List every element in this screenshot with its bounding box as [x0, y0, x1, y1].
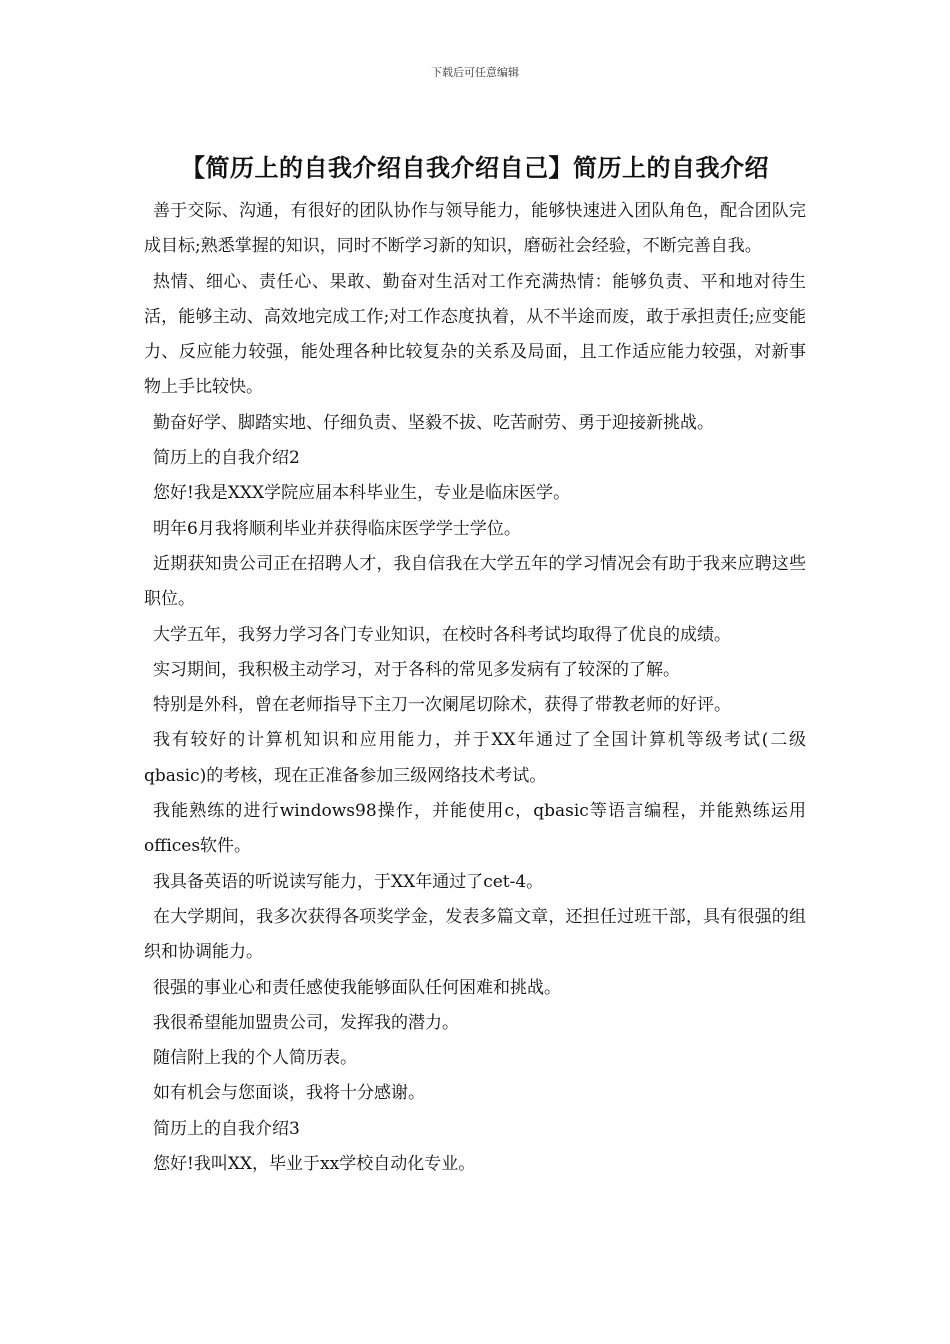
paragraph: 特别是外科，曾在老师指导下主刀一次阑尾切除术，获得了带教老师的好评。 [153, 695, 731, 716]
paragraph: 我具备英语的听说读写能力，于XX年通过了cet-4。 [153, 871, 544, 892]
section-heading: 简历上的自我介绍2 [153, 448, 300, 469]
document-body [144, 194, 806, 1182]
paragraph: 很强的事业心和责任感使我能够面队任何困难和挑战。 [153, 977, 561, 998]
paragraph: 我很希望能加盟贵公司，发挥我的潜力。 [153, 1012, 459, 1033]
document-title: 【简历上的自我介绍自我介绍自己】简历上的自我介绍 [181, 154, 769, 182]
paragraph: 实习期间，我积极主动学习，对于各科的常见多发病有了较深的了解。 [153, 659, 680, 680]
paragraph: 热情、细心、责任心、果敢、勤奋对生活对工作充满热情：能够负责、平和地对待生活，能够主动、高效地完成工作;对工作态度执着，从不半途而废，敢于承担责任;应变能力、反应能力较强，能处理各种比较复杂的关系及局面，且工作适应能力较强，对新事物上手比较快。 [144, 271, 806, 398]
paragraph: 您好!我叫XX，毕业于xx学校自动化专业。 [153, 1154, 476, 1175]
paragraph: 善于交际、沟通，有很好的团队协作与领导能力，能够快速进入团队角色，配合团队完成目标;熟悉掌握的知识，同时不断学习新的知识，磨砺社会经验，不断完善自我。 [144, 201, 806, 257]
paragraph: 明年6月我将顺利毕业并获得临床医学学士学位。 [153, 518, 521, 539]
paragraph: 大学五年，我努力学习各门专业知识，在校时各科考试均取得了优良的成绩。 [153, 624, 731, 645]
section-heading: 简历上的自我介绍3 [153, 1118, 300, 1139]
paragraph: 我能熟练的进行windows98操作，并能使用c，qbasic等语言编程，并能熟练运用offices软件。 [144, 801, 806, 857]
paragraph: 勤奋好学、脚踏实地、仔细负责、坚毅不拔、吃苦耐劳、勇于迎接新挑战。 [153, 412, 714, 433]
paragraph: 如有机会与您面谈，我将十分感谢。 [153, 1083, 425, 1104]
paragraph: 我有较好的计算机知识和应用能力，并于XX年通过了全国计算机等级考试(二级qbasic)的考核，现在正准备参加三级网络技术考试。 [144, 730, 806, 786]
paragraph: 随信附上我的个人简历表。 [153, 1048, 357, 1069]
paragraph: 在大学期间，我多次获得各项奖学金，发表多篇文章，还担任过班干部，具有很强的组织和协调能力。 [144, 906, 806, 963]
paragraph: 您好!我是XXX学院应届本科毕业生，专业是临床医学。 [153, 483, 571, 504]
page-header: 下载后可任意编辑 [431, 66, 519, 79]
paragraph: 近期获知贵公司正在招聘人才，我自信我在大学五年的学习情况会有助于我来应聘这些职位。 [144, 553, 806, 610]
